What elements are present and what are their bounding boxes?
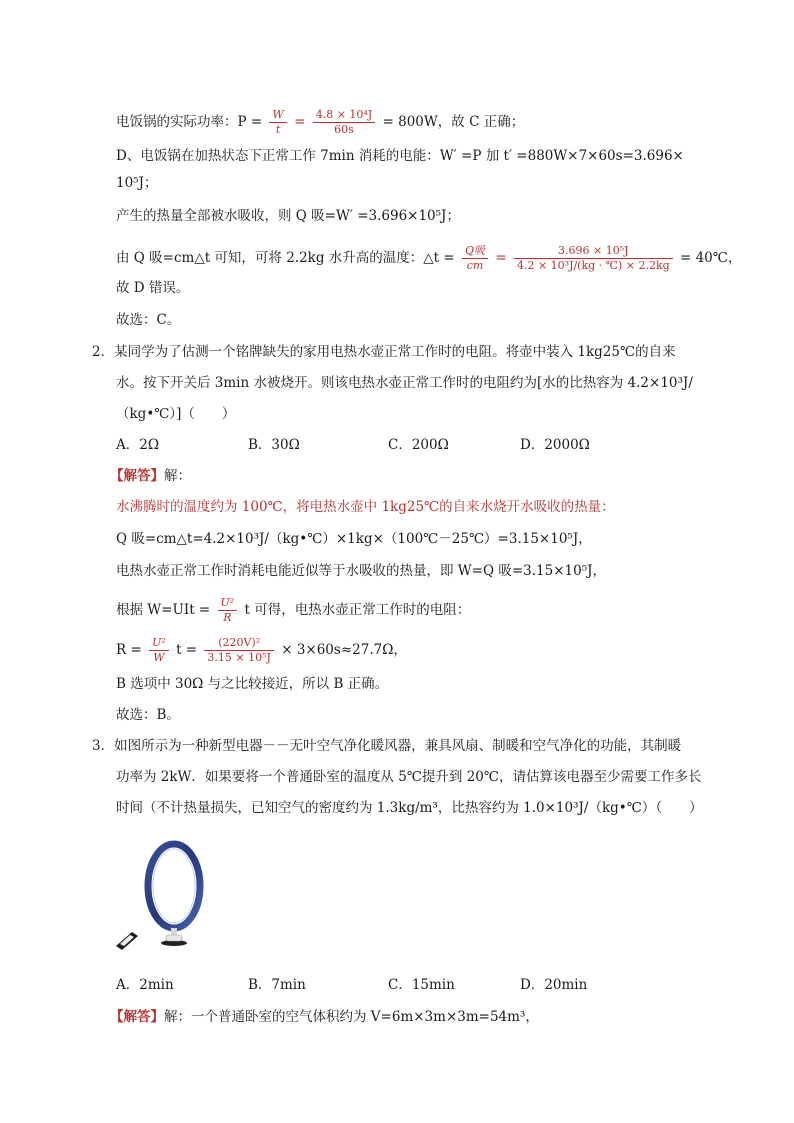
q3-option-d: D．20min <box>520 977 588 993</box>
q2-option-a: A．2Ω <box>116 437 160 453</box>
q3-option-c: C．15min <box>388 977 455 993</box>
option-d-energy-line: D、电饭锅在加热状态下正常工作 7min 消耗的电能：W′ =P 加 t′ =880W×7×60s=3.696× <box>116 148 684 164</box>
fraction-u2-over-w: $\frac{\text{U²}}{W}$ <box>149 636 169 665</box>
fraction-energy-over-time: $\frac{\text{4.8 × 10⁴J}}{60s}$ <box>313 108 376 137</box>
q2-stem-line-2: 水。按下开关后 3min 水被烧开。则该电热水壶正常工作时的电阻约为[水的比热容为 4.2×10³J/ <box>116 375 693 391</box>
q2-solution-line-3: 电热水壶正常工作时消耗电能近似等于水吸收的热量，即 W=Q 吸=3.15×10⁵J， <box>116 563 607 579</box>
heater-ring <box>148 844 200 928</box>
q2-stem-line-1: 2．某同学为了估测一个铭牌缺失的家用电热水壶正常工作时的电阻。将壶中装入 1kg25℃的自来 <box>92 344 676 360</box>
q3-options <box>116 976 676 994</box>
q2-choice: 故选：B。 <box>116 707 180 723</box>
q2-solution-line-6: B 选项中 30Ω 与之比较接近，所以 B 正确。 <box>116 676 389 692</box>
option-d-energy-line-cont: 10⁵J； <box>116 175 158 191</box>
q2-solution-line-2: Q 吸=cm△t=4.2×10³J/（kg•℃）×1kg×（100℃－25℃）=3.15×10⁵J， <box>116 531 592 547</box>
answer-tag: 【解答】 <box>110 468 164 484</box>
option-d-conclusion: 故 D 错误。 <box>116 280 190 296</box>
fraction-q-over-cm: $\frac{\text{Q吸}}{cm}$ <box>462 244 488 273</box>
q3-answer-line: 【解答】解：一个普通卧室的空气体积约为 V=6m×3m×3m=54m³， <box>110 1009 539 1025</box>
heat-absorbed-line: 产生的热量全部被水吸收，则 Q 吸=W′ =3.696×10⁵J； <box>116 208 460 224</box>
q2-solution-line-4: 根据 W=UIt = $\frac{\text{U²}}{R}$ t 可得，电热水壶正常工作时的电阻： <box>116 596 471 624</box>
temperature-rise-line: 由 Q 吸=cm△t 可知，可将 2.2kg 水升高的温度：△t = $\frac{\text{Q吸}}{cm}$ = $\frac{\text{3.696 × 10⁵J}}{\text{4.2 × 10³J/(kg · ℃) × 2.2kg}}$ = 40℃， <box>116 244 742 272</box>
q2-solution-line-5: R = $\frac{\text{U²}}{W}$ t = $\frac{\text{(220V)²}}{\text{3.15 × 10⁵J}}$ × 3×60s≈27.7Ω， <box>116 636 407 664</box>
power-formula-line: 电饭锅的实际功率：P = $\frac{W}{t}$ = $\frac{\text{4.8 × 10⁴J}}{60s}$ = 800W，故 C 正确； <box>116 108 525 136</box>
heater-body <box>166 935 182 941</box>
q2-answer-heading: 【解答】解： <box>110 468 191 484</box>
q3-stem-line-2: 功率为 2kW．如果要将一个普通卧室的温度从 5℃提升到 20℃，请估算该电器至少需要工作多长 <box>116 769 702 785</box>
q2-options <box>116 436 676 454</box>
q2-option-c: C．200Ω <box>388 437 449 453</box>
prev-choice: 故选：C。 <box>116 312 181 328</box>
q2-option-b: B．30Ω <box>248 437 300 453</box>
remote-control-icon <box>116 932 138 950</box>
q2-solution-line-1: 水沸腾时的温度约为 100℃，将电热水壶中 1kg25℃的自来水烧开水吸收的热量： <box>116 499 615 515</box>
q3-stem-line-1: 3．如图所示为一种新型电器－－无叶空气净化暖风器，兼具风扇、制暖和空气净化的功能，其制暖 <box>92 738 682 754</box>
q2-stem-line-3: （kg•℃）]（ ） <box>116 406 236 422</box>
heater-ring-inner <box>153 849 195 923</box>
bladeless-heater-figure <box>108 832 218 960</box>
q3-option-b: B．7min <box>248 977 306 993</box>
q3-option-a: A．2min <box>116 977 174 993</box>
fraction-resistance-calc: $\frac{\text{(220V)²}}{\text{3.15 × 10⁵J}}$ <box>204 636 274 665</box>
q3-stem-line-3: 时间（不计热量损失，已知空气的密度约为 1.3kg/m³，比热容约为 1.0×10³J/（kg•℃）（ ） <box>116 800 703 816</box>
q2-option-d: D．2000Ω <box>520 437 590 453</box>
fraction-w-over-t: $\frac{W}{t}$ <box>269 108 286 137</box>
fraction-u2-over-r: $\frac{\text{U²}}{R}$ <box>218 596 238 625</box>
answer-tag: 【解答】 <box>110 1009 164 1025</box>
fraction-temperature-calc: $\frac{\text{3.696 × 10⁵J}}{\text{4.2 × 10³J/(kg · ℃) × 2.2kg}}$ <box>514 244 673 273</box>
